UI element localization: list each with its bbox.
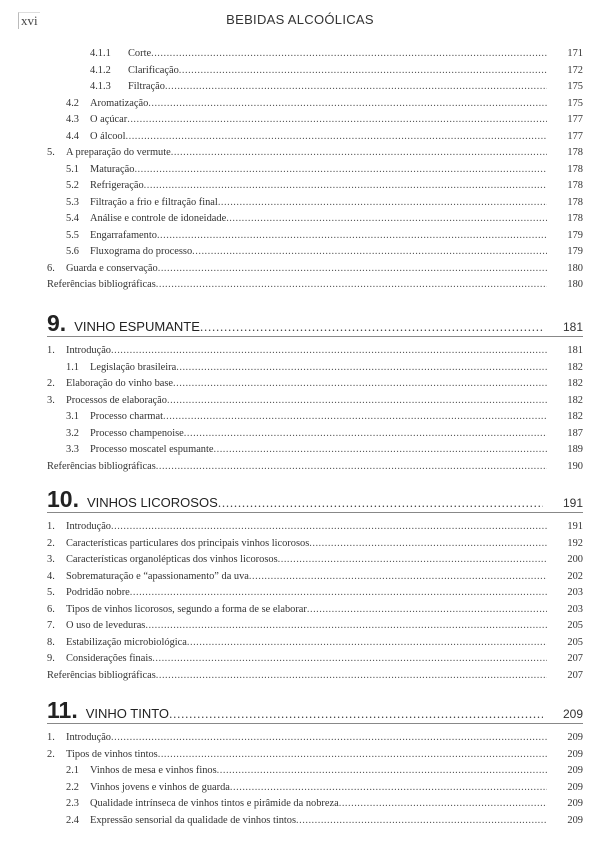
entry-number: 6. (47, 262, 55, 274)
entry-number: 4.2 (66, 97, 79, 109)
entry-title: Maturação (90, 163, 135, 175)
toc-entry[interactable] (47, 129, 583, 146)
entry-number: 1. (47, 521, 55, 532)
toc-entry[interactable] (47, 376, 583, 393)
entry-title: Tipos de vinhos tintos (66, 748, 158, 760)
chapter-number: 11. (47, 697, 78, 723)
toc-entry[interactable] (47, 211, 583, 228)
toc-entry[interactable] (47, 635, 583, 652)
dot-leader (165, 79, 547, 96)
chapter-title: VINHO ESPUMANTE (74, 319, 200, 334)
dot-leader (307, 602, 547, 619)
entry-page: 182 (567, 378, 583, 389)
chapter-page: 209 (562, 707, 583, 721)
entry-title: Introdução (66, 521, 112, 532)
toc-chapter-9 (47, 310, 583, 475)
entry-number: 2. (47, 748, 55, 760)
toc-entry[interactable] (47, 618, 583, 635)
entry-number: 4.3 (66, 114, 79, 125)
entry-number: 5.2 (66, 180, 79, 191)
toc-entry[interactable] (47, 63, 583, 80)
entry-title: Vinhos jovens e vinhos de guarda (90, 781, 230, 793)
entry-page: 192 (567, 537, 583, 549)
dot-leader (226, 211, 547, 228)
entry-title: Processo champenoise (90, 427, 184, 439)
entry-title: Sobrematuração e “apassionamento” da uva (66, 570, 249, 582)
entry-number: 1.1 (66, 361, 79, 373)
entry-title: Referências bibliográficas (47, 460, 156, 472)
dot-leader (158, 261, 547, 278)
entry-number: 5. (47, 587, 55, 598)
entry-page: 182 (567, 361, 583, 373)
entry-number: 4. (47, 570, 55, 582)
toc-entry[interactable] (47, 79, 583, 96)
entry-page: 178 (567, 180, 583, 191)
toc-entry[interactable] (47, 426, 583, 443)
entry-title: Características particulares dos principais vinhos licorosos (66, 537, 310, 549)
dot-leader (218, 491, 543, 517)
entry-title: Estabilização microbiológica (66, 636, 187, 648)
chapter-heading[interactable] (47, 310, 583, 337)
dot-leader (167, 393, 547, 410)
dot-leader (144, 178, 547, 195)
entry-title: O açúcar (90, 114, 128, 125)
dot-leader (176, 360, 547, 377)
dot-leader (163, 409, 547, 426)
entry-number: 3. (47, 394, 55, 406)
dot-leader (184, 426, 547, 443)
entry-page: 205 (567, 636, 583, 648)
entry-number: 7. (47, 620, 55, 631)
dot-leader (111, 343, 547, 360)
dot-leader (309, 536, 547, 553)
dot-leader (126, 129, 548, 146)
toc-entry[interactable] (47, 813, 583, 830)
toc-entry[interactable] (47, 409, 583, 426)
entry-number: 4.1.3 (90, 81, 111, 92)
entry-number: 5. (47, 147, 55, 158)
toc-entry[interactable] (47, 459, 583, 476)
toc-entry[interactable] (47, 360, 583, 377)
chapter-heading[interactable] (47, 486, 583, 513)
entry-page: 172 (567, 64, 583, 76)
entry-number: 5.4 (66, 213, 79, 224)
entry-number: 4.1.2 (90, 64, 111, 76)
entry-title: Legislação brasileira (90, 361, 177, 373)
entry-page: 207 (567, 653, 583, 664)
dot-leader (157, 228, 547, 245)
toc-entry[interactable] (47, 585, 583, 602)
toc-entry[interactable] (47, 162, 583, 179)
chapter-page: 191 (562, 496, 583, 510)
entry-page: 209 (567, 765, 583, 776)
entry-number: 3. (47, 554, 55, 565)
entry-title: Introdução (66, 345, 112, 356)
dot-leader (171, 145, 547, 162)
entry-title: A preparação do vermute (66, 147, 171, 158)
dot-leader (145, 618, 547, 635)
toc-entry[interactable] (47, 277, 583, 294)
entry-number: 5.1 (66, 163, 79, 175)
entry-page: 179 (567, 229, 583, 241)
dot-leader (158, 747, 547, 764)
entry-page: 181 (567, 345, 583, 356)
dot-leader (200, 315, 543, 341)
entry-title: Referências bibliográficas (47, 279, 156, 290)
entry-number: 3.1 (66, 411, 79, 422)
entry-page: 178 (567, 196, 583, 208)
toc-entry[interactable] (47, 96, 583, 113)
entry-number: 1. (47, 345, 55, 356)
entry-page: 175 (567, 81, 583, 92)
dot-leader (187, 635, 547, 652)
chapter-page: 181 (562, 320, 583, 334)
entry-page: 203 (567, 603, 583, 615)
entry-title: Guarda e conservação (66, 262, 158, 274)
dot-leader (148, 96, 547, 113)
entry-page: 178 (567, 147, 583, 158)
toc-entry[interactable] (47, 602, 583, 619)
toc-entry[interactable] (47, 552, 583, 569)
entry-number: 5.3 (66, 196, 79, 208)
dot-leader (296, 813, 547, 830)
dot-leader (230, 780, 547, 797)
dot-leader (192, 244, 547, 261)
dot-leader (111, 519, 547, 536)
entry-page: 200 (567, 554, 583, 565)
entry-page: 190 (567, 460, 583, 472)
entry-number: 9. (47, 653, 55, 664)
toc-entry[interactable] (47, 519, 583, 536)
entry-title: Elaboração do vinho base (66, 378, 174, 389)
entry-title: Clarificação (128, 64, 179, 76)
entry-number: 2.4 (66, 814, 79, 826)
dot-leader (214, 442, 547, 459)
dot-leader (217, 763, 547, 780)
entry-title: Processo moscatel espumante (90, 444, 214, 455)
entry-title: Filtração a frio e filtração final (90, 196, 218, 208)
entry-number: 3.2 (66, 427, 79, 439)
entry-page: 209 (567, 798, 583, 809)
entry-page: 178 (567, 163, 583, 175)
entry-page: 207 (567, 669, 583, 681)
entry-page: 205 (567, 620, 583, 631)
entry-title: Corte (128, 48, 152, 59)
toc-entry[interactable] (47, 668, 583, 685)
entry-title: Aromatização (90, 97, 149, 109)
toc-front-section (47, 46, 583, 294)
entry-title: Filtração (128, 81, 165, 92)
toc-entry[interactable] (47, 730, 583, 747)
entry-number: 5.6 (66, 246, 79, 257)
toc-entry[interactable] (47, 343, 583, 360)
entry-title: Vinhos de mesa e vinhos finos (90, 765, 217, 776)
toc-entry[interactable] (47, 747, 583, 764)
entry-title: Análise e controle de idoneidade (90, 213, 227, 224)
entry-title: Expressão sensorial da qualidade de vinhos tintos (90, 814, 297, 826)
toc-entry[interactable] (47, 112, 583, 129)
toc-entry[interactable] (47, 195, 583, 212)
entry-page: 209 (567, 748, 583, 760)
entry-title: O uso de leveduras (66, 620, 146, 631)
entry-page: 191 (567, 521, 583, 532)
entry-number: 4.1.1 (90, 48, 111, 59)
chapter-title: VINHO TINTO (85, 706, 170, 721)
toc-chapter-10 (47, 486, 583, 684)
entry-number: 3.3 (66, 444, 79, 455)
entry-page: 187 (567, 427, 583, 439)
entry-page: 175 (567, 97, 583, 109)
dot-leader (156, 277, 547, 294)
chapter-heading[interactable] (47, 697, 583, 724)
chapter-number: 9. (47, 310, 67, 336)
entry-page: 203 (567, 587, 583, 598)
entry-title: Qualidade intrínseca de vinhos tintos e pirâmide da nobreza (90, 798, 339, 809)
entry-title: Engarrafamento (90, 229, 157, 241)
dot-leader (156, 668, 547, 685)
running-title: BEBIDAS ALCOÓLICAS (226, 12, 374, 27)
page-number: xvi (18, 12, 40, 29)
entry-page: 177 (567, 130, 583, 142)
entry-number: 2. (47, 537, 55, 549)
toc-entry[interactable] (47, 228, 583, 245)
entry-title: Introdução (66, 732, 112, 743)
entry-page: 177 (567, 114, 583, 125)
toc-entry[interactable] (47, 442, 583, 459)
toc-entry[interactable] (47, 780, 583, 797)
dot-leader (249, 569, 547, 586)
dot-leader (218, 195, 547, 212)
toc-entry[interactable] (47, 244, 583, 261)
entry-title: Fluxograma do processo (90, 246, 193, 257)
dot-leader (169, 702, 543, 728)
entry-number: 1. (47, 732, 55, 743)
entry-page: 178 (567, 213, 583, 224)
dot-leader (278, 552, 547, 569)
entry-page: 180 (567, 262, 583, 274)
toc-chapter-11 (47, 697, 583, 829)
entry-page: 180 (567, 279, 583, 290)
entry-number: 5.5 (66, 229, 79, 241)
toc-entry[interactable] (47, 536, 583, 553)
toc-entry[interactable] (47, 796, 583, 813)
entry-number: 4.4 (66, 130, 79, 142)
entry-page: 182 (567, 394, 583, 406)
entry-title: Processos de elaboração (66, 394, 167, 406)
toc-entry[interactable] (47, 46, 583, 63)
entry-title: Referências bibliográficas (47, 669, 156, 681)
dot-leader (127, 112, 547, 129)
entry-page: 182 (567, 411, 583, 422)
entry-number: 6. (47, 603, 55, 615)
entry-title: Podridão nobre (66, 587, 130, 598)
dot-leader (134, 162, 547, 179)
dot-leader (111, 730, 547, 747)
dot-leader (151, 46, 547, 63)
entry-number: 2. (47, 378, 55, 389)
chapter-number: 10. (47, 486, 79, 512)
dot-leader (152, 651, 547, 668)
toc-entry[interactable] (47, 393, 583, 410)
entry-title: Considerações finais (66, 653, 153, 664)
entry-page: 209 (567, 814, 583, 826)
entry-page: 179 (567, 246, 583, 257)
chapter-title: VINHOS LICOROSOS (86, 495, 218, 510)
toc-entry[interactable] (47, 261, 583, 278)
toc-entry[interactable] (47, 763, 583, 780)
toc-entry[interactable] (47, 569, 583, 586)
dot-leader (339, 796, 547, 813)
entry-title: Refrigeração (90, 180, 144, 191)
entry-title: Processo charmat (90, 411, 163, 422)
entry-page: 189 (567, 444, 583, 455)
entry-page: 209 (567, 781, 583, 793)
entry-page: 209 (567, 732, 583, 743)
entry-page: 202 (567, 570, 583, 582)
dot-leader (179, 63, 547, 80)
entry-page: 171 (567, 48, 583, 59)
dot-leader (130, 585, 547, 602)
entry-number: 2.3 (66, 798, 79, 809)
entry-number: 8. (47, 636, 55, 648)
toc-entry[interactable] (47, 651, 583, 668)
toc-entry[interactable] (47, 145, 583, 162)
toc-entry[interactable] (47, 178, 583, 195)
entry-title: O álcool (90, 130, 126, 142)
entry-title: Tipos de vinhos licorosos, segundo a forma de se elaborar (66, 603, 307, 615)
entry-title: Características organolépticas dos vinhos licorosos (66, 554, 278, 565)
entry-number: 2.1 (66, 765, 79, 776)
dot-leader (173, 376, 547, 393)
entry-number: 2.2 (66, 781, 79, 793)
dot-leader (156, 459, 547, 476)
